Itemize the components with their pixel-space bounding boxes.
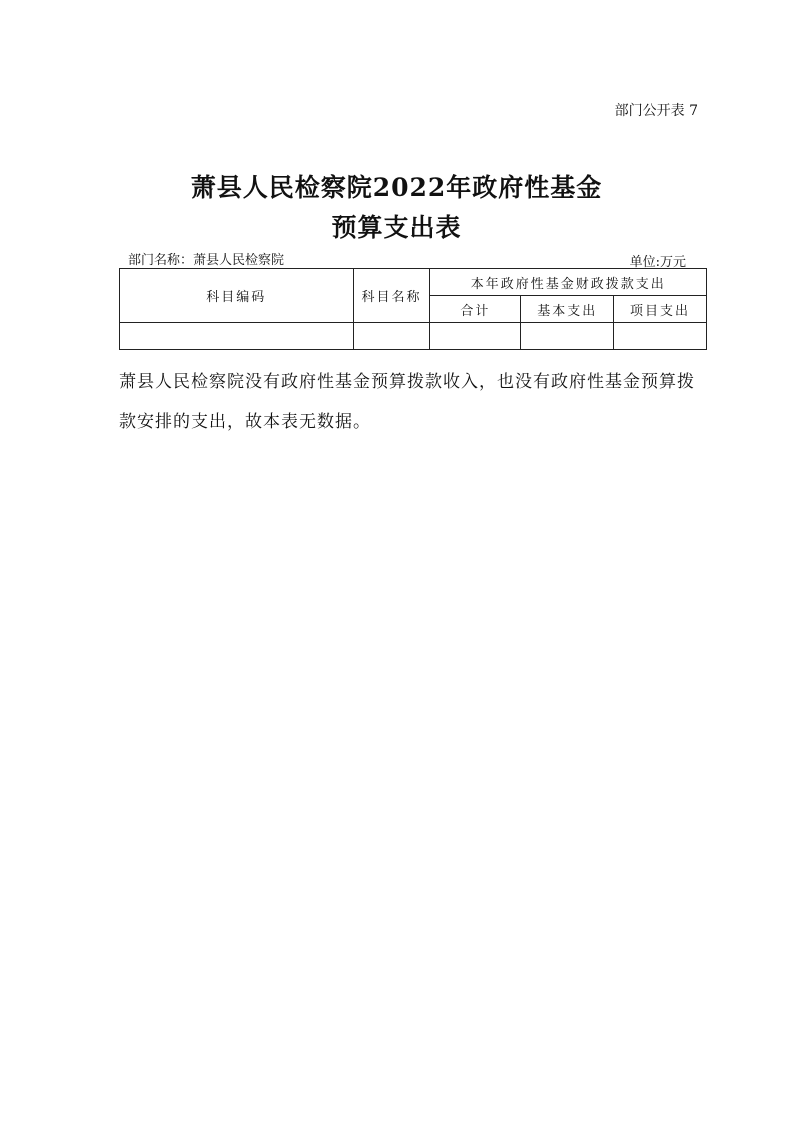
budget-table — [119, 268, 707, 350]
unit-label: 单位:万元 — [629, 255, 686, 270]
header-total: 合计 — [430, 296, 521, 323]
header-fund-expenditure: 本年政府性基金财政拨款支出 — [430, 269, 707, 296]
department-name: 部门名称：萧县人民检察院 — [128, 253, 285, 268]
explanation-note: 萧县人民检察院没有政府性基金预算拨款收入，也没有政府性基金预算拨款安排的支出，故本表无数据。 — [119, 372, 695, 432]
table-header-row — [120, 269, 707, 296]
table-row — [120, 323, 707, 350]
header-basic-expenditure: 基本支出 — [521, 296, 614, 323]
table-cell — [614, 323, 707, 350]
page-label: 部门公开表 7 — [614, 103, 698, 119]
header-project-expenditure: 项目支出 — [614, 296, 707, 323]
page-title-line-1: 萧县人民检察院2022年政府性基金 — [190, 173, 603, 202]
table-cell — [430, 323, 521, 350]
table-cell — [521, 323, 614, 350]
table-cell — [353, 323, 430, 350]
header-subject-name: 科目名称 — [353, 269, 430, 323]
page-title-line-2: 预算支出表 — [331, 213, 462, 242]
header-subject-code: 科目编码 — [120, 269, 354, 323]
table-cell — [120, 323, 354, 350]
